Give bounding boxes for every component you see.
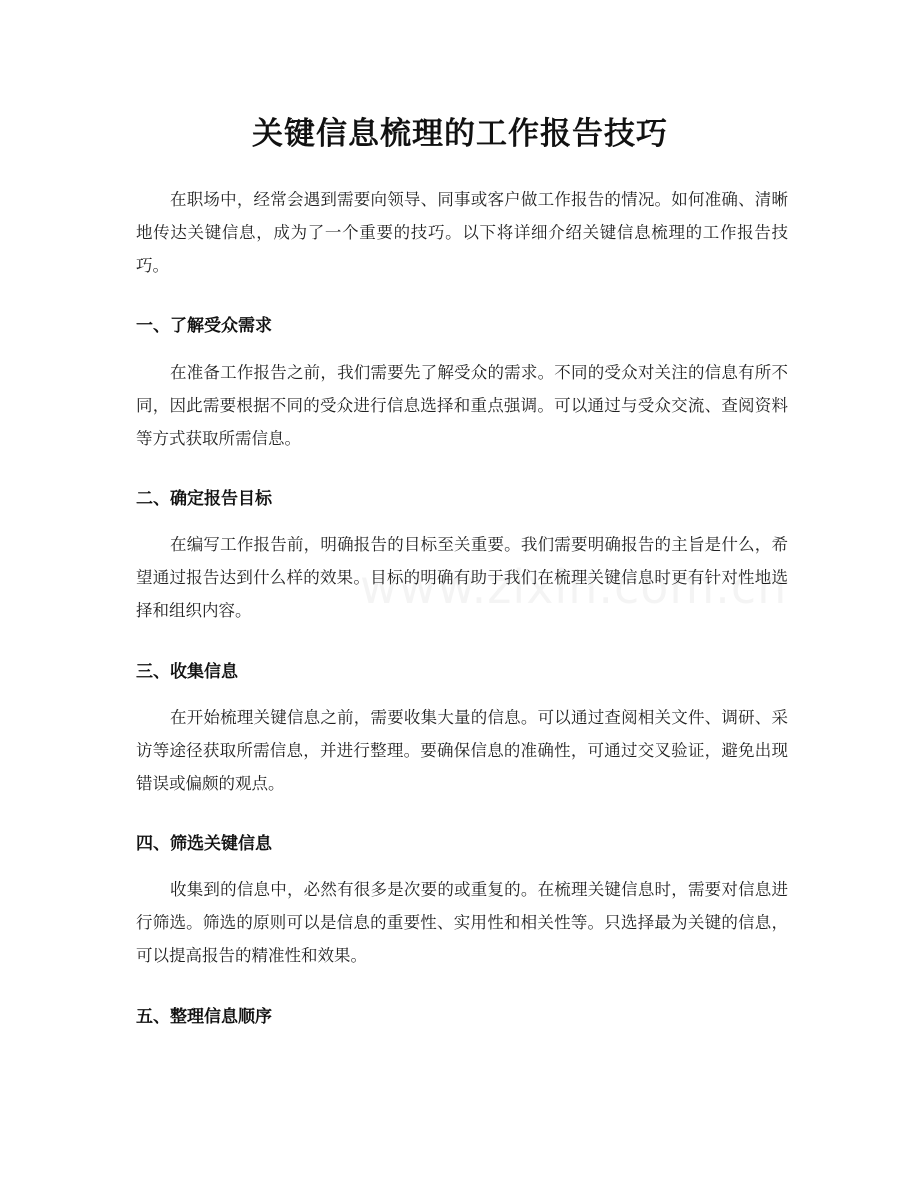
section-body-1: 在准备工作报告之前，我们需要先了解受众的需求。不同的受众对关注的信息有所不同，因此需要根据不同的受众进行信息选择和重点强调。可以通过与受众交流、查阅资料等方式获取所需信息。 — [136, 363, 788, 448]
section-heading-2: 二、确定报告目标 — [136, 489, 272, 509]
document-title: 关键信息梳理的工作报告技巧 — [252, 116, 668, 152]
section-heading-3: 三、收集信息 — [136, 662, 238, 682]
section-body-4: 收集到的信息中，必然有很多是次要的或重复的。在梳理关键信息时，需要对信息进行筛选。筛选的原则可以是信息的重要性、实用性和相关性等。只选择最为关键的信息，可以提高报告的精准性和效果。 — [136, 880, 788, 965]
intro-paragraph: 在职场中，经常会遇到需要向领导、同事或客户做工作报告的情况。如何准确、清晰地传达关键信息，成为了一个重要的技巧。以下将详细介绍关键信息梳理的工作报告技巧。 — [136, 190, 788, 275]
section-body-3: 在开始梳理关键信息之前，需要收集大量的信息。可以通过查阅相关文件、调研、采访等途径获取所需信息，并进行整理。要确保信息的准确性，可通过交叉验证，避免出现错误或偏颇的观点。 — [136, 708, 788, 793]
section-body-2: 在编写工作报告前，明确报告的目标至关重要。我们需要明确报告的主旨是什么，希望通过报告达到什么样的效果。目标的明确有助于我们在梳理关键信息时更有针对性地选择和组织内容。 — [136, 535, 788, 620]
section-heading-1: 一、了解受众需求 — [136, 316, 272, 336]
section-heading-4: 四、筛选关键信息 — [136, 834, 272, 854]
section-heading-5: 五、整理信息顺序 — [136, 1007, 272, 1027]
